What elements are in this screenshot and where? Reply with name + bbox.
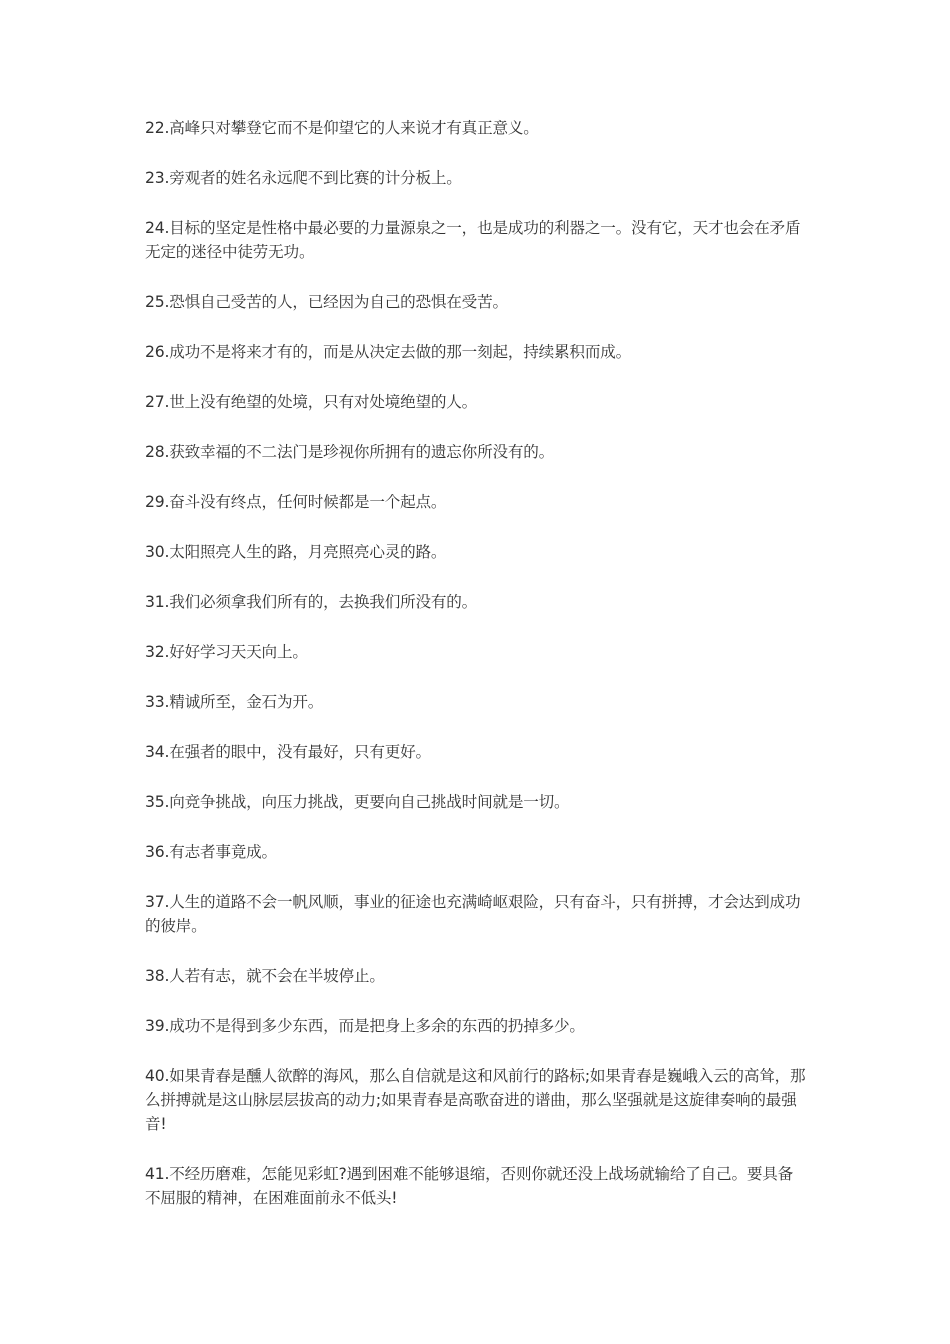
quote-26: 26.成功不是将来才有的，而是从决定去做的那一刻起，持续累积而成。 [145,343,632,361]
quote-30: 30.太阳照亮人生的路，月亮照亮心灵的路。 [145,543,447,561]
quote-34: 34.在强者的眼中，没有最好，只有更好。 [145,743,431,761]
quote-22: 22.高峰只对攀登它而不是仰望它的人来说才有真正意义。 [145,119,539,137]
quote-39: 39.成功不是得到多少东西，而是把身上多余的东西的扔掉多少。 [145,1017,585,1035]
quote-35: 35.向竞争挑战，向压力挑战，更要向自己挑战时间就是一切。 [145,793,570,811]
document-page [145,116,807,1236]
quote-27: 27.世上没有绝望的处境，只有对处境绝望的人。 [145,393,478,411]
quote-28: 28.获致幸福的不二法门是珍视你所拥有的遗忘你所没有的。 [145,443,555,461]
quote-38: 38.人若有志，就不会在半坡停止。 [145,967,385,985]
quote-24: 24.目标的坚定是性格中最必要的力量源泉之一，也是成功的利器之一。没有它，天才也会在矛盾无定的迷径中徒劳无功。 [145,219,801,261]
quote-31: 31.我们必须拿我们所有的，去换我们所没有的。 [145,593,478,611]
quote-32: 32.好好学习天天向上。 [145,643,308,661]
quote-33: 33.精诚所至，金石为开。 [145,693,324,711]
quote-40: 40.如果青春是醺人欲醉的海风，那么自信就是这和风前行的路标;如果青春是巍峨入云的高耸，那么拼搏就是这山脉层层拔高的动力;如果青春是高歌奋进的谱曲，那么坚强就是这旋律奏响的最强音! [145,1067,806,1133]
quote-37: 37.人生的道路不会一帆风顺，事业的征途也充满崎岖艰险，只有奋斗，只有拼搏，才会达到成功的彼岸。 [145,893,801,935]
quote-23: 23.旁观者的姓名永远爬不到比赛的计分板上。 [145,169,462,187]
quote-25: 25.恐惧自己受苦的人，已经因为自己的恐惧在受苦。 [145,293,508,311]
quote-36: 36.有志者事竟成。 [145,843,277,861]
quote-29: 29.奋斗没有终点，任何时候都是一个起点。 [145,493,447,511]
quote-41: 41.不经历磨难，怎能见彩虹?遇到困难不能够退缩，否则你就还没上战场就输给了自己。要具备不屈服的精神，在困难面前永不低头! [145,1165,794,1207]
